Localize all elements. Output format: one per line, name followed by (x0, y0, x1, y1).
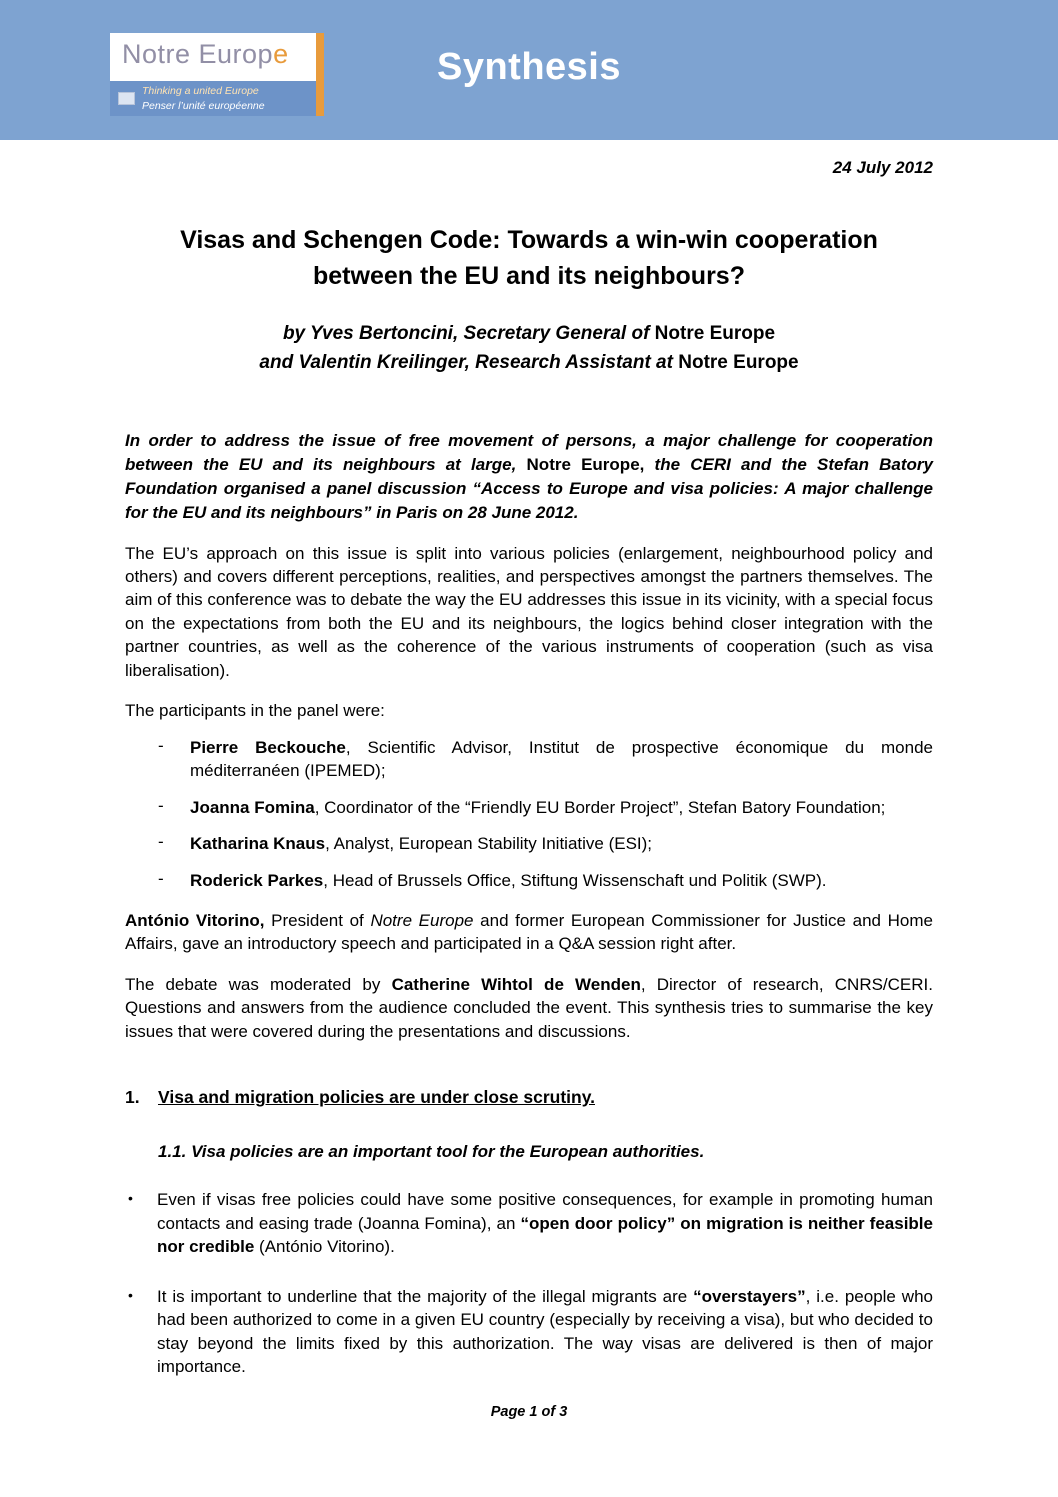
participant-name: Joanna Fomina (190, 797, 315, 817)
bullet-icon: • (128, 1190, 133, 1207)
logo-taglines (142, 84, 265, 112)
list-dash: - (158, 795, 164, 815)
debate-seg1: The debate was moderated by (125, 974, 381, 994)
participant-role: , Analyst, European Stability Initiative (ESI); (325, 834, 653, 854)
logo-brand-accent: e (273, 39, 289, 69)
logo-brand-main: Notre Europ (122, 39, 274, 69)
intro-paragraph (125, 429, 933, 524)
intro-seg1: In order to address the issue of free movement of persons, a major challenge for cooperation between the EU and its neighbours at large, (125, 431, 933, 475)
bullet-icon: • (128, 1286, 133, 1303)
byline-author2: and Valentin Kreilinger, Research Assistant at (259, 351, 673, 373)
participant-item (125, 832, 933, 855)
participant-item (125, 736, 933, 783)
participant-name: Pierre Beckouche (190, 737, 346, 757)
vitorino-rest: and former European Commissioner for Justice and Home Affairs, gave an introductory speech and participated in a Q&A session right after. (125, 911, 933, 954)
participant-role: , Head of Brussels Office, Stiftung Wissenschaft und Politik (SWP). (323, 870, 827, 890)
participant-text (190, 869, 933, 892)
participant-text (190, 796, 933, 819)
participant-name: Roderick Parkes (190, 870, 324, 890)
paragraph-eu-approach: The EU’s approach on this issue is split into various policies (enlargement, neighbourhood policy and others) and covers different perceptions, realities, and perspectives amongst the partners themselves. The aim of this conference was to debate the way the EU addresses this issue in its vicinity, with a special focus on the expectations from both the EU and its neighbours, the logics behind closer integration with the partner countries, as well as the coherence of the various instruments of cooperation (such as visa liberalisation). (125, 543, 933, 680)
vitorino-name: António Vitorino, (125, 911, 265, 930)
paragraph-debate (125, 973, 933, 1043)
list-dash: - (158, 868, 164, 888)
list-dash: - (158, 735, 164, 755)
document-title: Visas and Schengen Code: Towards a win-win cooperation between the EU and its neighbours? (180, 226, 878, 291)
debate-moderator-name: Catherine Wihtol de Wenden (391, 974, 641, 994)
section-heading-text: Visa and migration policies are under close scrutiny. (158, 1087, 595, 1108)
participant-item (125, 796, 933, 819)
page-number: Page 1 of 3 (490, 1404, 568, 1420)
debate-seg2: , Director of research, CNRS/CERI. Questions and answers from the audience concluded the event. This synthesis tries to summarise the key issues that were covered during the presentations and discussions. (125, 974, 933, 1041)
byline-line1 (125, 319, 933, 348)
document-type-title: Synthesis (436, 46, 622, 88)
document-date: 24 July 2012 (832, 158, 933, 177)
logo-tagline-strip (110, 81, 316, 116)
participant-name: Katharina Knaus (190, 834, 326, 854)
participant-text (190, 736, 933, 783)
byline (125, 319, 933, 378)
section-number: 1. (125, 1087, 140, 1108)
header-band (0, 0, 1058, 140)
participant-item (125, 869, 933, 892)
bullet-seg2: (António Vitorino). (259, 1237, 395, 1257)
section-1-1-heading: 1.1. Visa policies are an important tool for the European authorities. (158, 1142, 705, 1162)
bullet-seg1: It is important to underline that the majority of the illegal migrants are (157, 1286, 688, 1306)
document-content (125, 222, 933, 1378)
bullet-seg2: , i.e. people who had been authorized to come in a given EU country (especially by receiving a visa), but who decided to stay beyond the limits fixed by this authorization. The way visas are delivered is then of major importance. (157, 1286, 933, 1376)
byline-org1: Notre Europe (654, 322, 776, 344)
notre-europe-logo (110, 33, 324, 116)
participant-role: , Coordinator of the “Friendly EU Border Project”, Stefan Batory Foundation; (314, 797, 886, 817)
paragraph-participants-intro: The participants in the panel were: (125, 701, 385, 721)
vitorino-mid: President of (271, 911, 364, 930)
bullet-text (157, 1285, 933, 1379)
logo-tagline-fr: Penser l’unité européenne (142, 99, 265, 112)
intro-seg2: the CERI and the Stefan Batory Foundation organised a panel discussion “Access to Europe and visa policies: A major challenge for the EU and its neighbours” in Paris on 28 June 2012. (125, 455, 933, 522)
logo-brand-text (110, 33, 324, 70)
bullet-item (125, 1285, 933, 1379)
byline-org2: Notre Europe (678, 351, 799, 373)
vitorino-org: Notre Europe (370, 911, 474, 930)
list-dash: - (158, 832, 164, 852)
logo-tagline-en: Thinking a united Europe (142, 85, 259, 98)
bullet-bold: “overstayers” (693, 1286, 806, 1306)
bullet-item (125, 1188, 933, 1258)
intro-org: Notre Europe, (526, 455, 645, 475)
logo-accent-bar (316, 33, 324, 116)
participant-text (190, 832, 933, 855)
bullet-seg1: Even if visas free policies could have some positive consequences, for example in promoting human contacts and easing trade (Joanna Fomina), an (157, 1190, 933, 1233)
section-1-heading (125, 1087, 933, 1108)
bullet-bold: “open door policy” on migration is neither feasible nor credible (157, 1213, 933, 1257)
eu-flag-icon (118, 92, 135, 105)
byline-line2 (125, 348, 933, 377)
bullet-text (157, 1188, 933, 1258)
byline-author1: by Yves Bertoncini, Secretary General of (282, 322, 650, 344)
paragraph-vitorino (125, 909, 933, 956)
participant-role: , Scientific Advisor, Institut de prospective économique du monde méditerranéen (IPEMED); (190, 737, 933, 781)
